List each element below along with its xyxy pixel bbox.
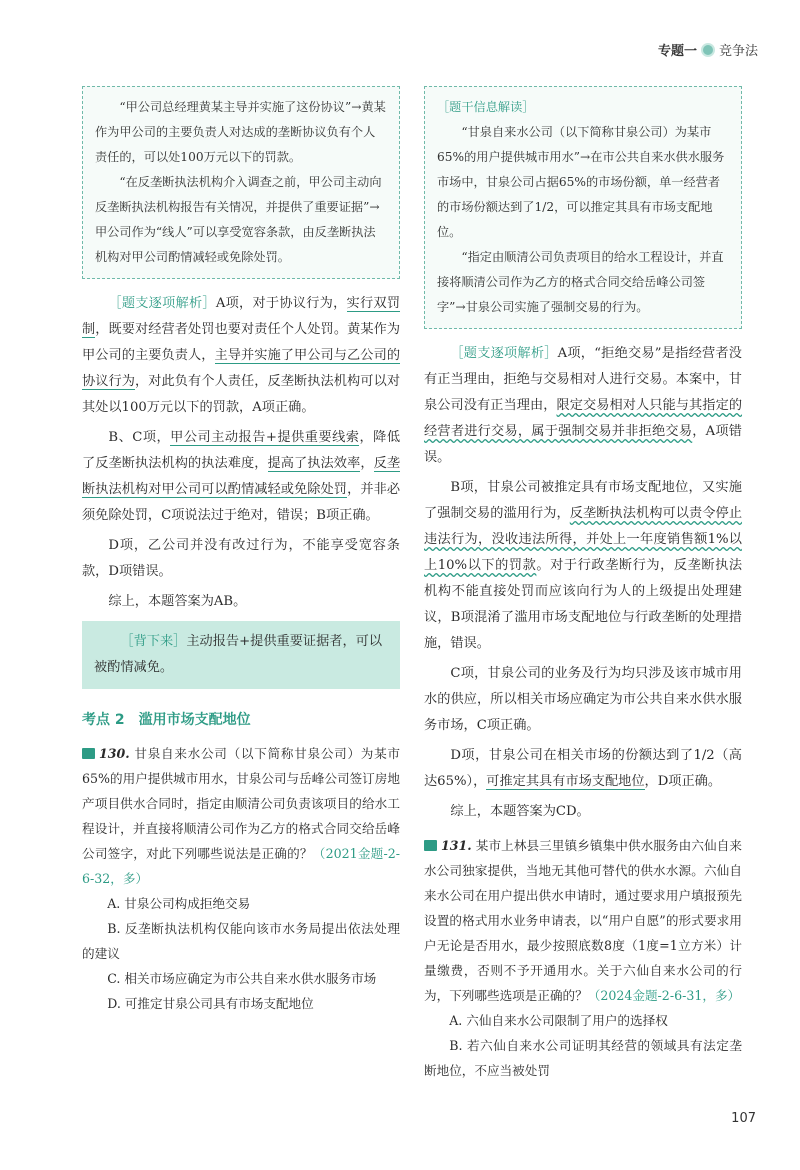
text: 主动报告+提供重要证据者，可以被酌情减免。 [94, 634, 383, 675]
wavy-underlined-text: 反垄断执法机构可以责令停止违法行为，没收违法所得，并处上一年度销售额1%以上10%以下的罚款 [424, 506, 743, 573]
question-source: （2024金题-2-6-31，多） [587, 988, 741, 1003]
analysis-c: C项，甘泉公司的业务及行为均只涉及该市城市用水的供应，所以相关市场应确定为市公共自来水供水服务市场，C项正确。 [424, 666, 742, 733]
question-icon [424, 840, 437, 851]
text: ，降低了反垄断执法机构的执法难度， [82, 430, 401, 471]
question-source: （2021金题-2-6-32，多） [82, 846, 401, 886]
question-130 [82, 741, 400, 891]
memo-box [82, 621, 400, 689]
analysis-bc [82, 425, 400, 529]
interpretation-box-right [424, 86, 742, 329]
question-number: 130. [99, 746, 130, 761]
underlined-text: 反垄断执法机构对甲公司可以酌情减轻或免除处罚 [82, 456, 401, 497]
memo-text [94, 629, 388, 681]
circle-icon [701, 43, 715, 57]
wavy-underlined-text: 限定交易相对人只能与其指定的经营者进行交易，属于强制交易并非拒绝交易 [424, 398, 743, 439]
text: ，既要对经营者处罚也要对责任个人处罚。黄某作为甲公司的主要负责人， [82, 322, 401, 363]
right-column [424, 86, 742, 1083]
option-d: D. 可推定甘泉公司具有市场支配地位 [107, 996, 314, 1011]
text: ，D项正确。 [644, 774, 722, 789]
underlined-text: 甲公司主动报告+提供重要线索 [170, 430, 360, 445]
underlined-text: 实行双罚制 [82, 296, 401, 337]
box-paragraph: “指定由顺清公司负责项目的给水工程设计，并直接将顺清公司作为乙方的格式合同交给岳峰公司签字”→甘泉公司实施了强制交易的行为。 [437, 250, 724, 314]
option-a: A. 甘泉公司构成拒绝交易 [107, 896, 251, 911]
text: A项，“拒绝交易”是指经营者没有正当理由，拒绝与交易相对人进行交易。本案中，甘泉公司没有正当理由， [424, 346, 742, 413]
option-b: B. 反垄断执法机构仅能向该市水务局提出依法处理的建议 [82, 921, 400, 961]
text: D项，甘泉公司在相关市场的份额达到了1/2（高达65%）， [424, 748, 742, 789]
text: 。对于行政垄断行为，反垄断执法机构不能直接处罚而应该向行为人的上级提出处理建议，B项混淆了滥用市场支配地位与行政垄断的处理措施，错误。 [424, 558, 743, 651]
memo-tag: ［背下来］ [120, 634, 187, 649]
text: ，对此负有个人责任，反垄断执法机构可以对其处以100万元以下的罚款，A项正确。 [82, 374, 401, 415]
text: ，并非必须免除处罚，C项说法过于绝对，错误；B项正确。 [82, 482, 401, 523]
left-column [82, 86, 400, 1016]
answer-summary: 综上，本题答案为AB。 [108, 594, 247, 609]
question-131 [424, 833, 742, 1008]
text: ，A项错误。 [424, 424, 742, 465]
text: B、C项， [108, 430, 171, 445]
box-paragraph: “在反垄断执法机构介入调查之前，甲公司主动向反垄断执法机构报告有关情况，并提供了重要证据”→甲公司作为“线人”可以享受宽容条款，由反垄断执法机构对甲公司酌情减轻或免除处罚。 [95, 175, 382, 264]
analysis-a [424, 341, 742, 471]
box-tag: ［题干信息解读］ [437, 100, 535, 114]
box-paragraph: “甘泉自来水公司（以下简称甘泉公司）为某市65%的用户提供城市用水”→在市公共自来水供水服务市场中，甘泉公司占据65%的市场份额，单一经营者的市场份额达到了1/2，可以推定其具有市场支配地位。 [437, 125, 725, 239]
underlined-text: 可推定其具有市场支配地位 [486, 774, 645, 789]
analysis-b [424, 475, 742, 657]
question-icon [82, 748, 95, 759]
analysis-d [424, 743, 742, 795]
page-header [658, 40, 758, 59]
section-title: 考点 2 滥用市场支配地位 [82, 712, 251, 728]
analysis-d: D项，乙公司并没有改过行为，不能享受宽容条款，D项错误。 [82, 538, 400, 579]
text: B项，甘泉公司被推定具有市场支配地位，又实施了强制交易的滥用行为， [424, 480, 742, 521]
answer-summary: 综上，本题答案为CD。 [450, 804, 590, 819]
underlined-text: 主导并实施了甲公司与乙公司的协议行为 [82, 348, 401, 389]
question-stem: 某市上林县三里镇乡镇集中供水服务由六仙自来水公司独家提供，当地无其他可替代的供水水源。六仙自来水公司在用户提出供水申请时，通过要求用户填报预先设置的格式用水业务申请表，以“用户自愿”的形式要求用户无论是否用水，最少按照底数8度（1度=1立方米）计量缴费，否则不予开通用水。关于六仙自来水公司的行为，下列哪些选项是正确的？ [424, 838, 742, 1003]
analysis-tag: ［题支逐项解析］ [108, 296, 216, 311]
text: ， [360, 456, 374, 471]
option-b: B. 若六仙自来水公司证明其经营的领域具有法定垄断地位，不应当被处罚 [424, 1038, 742, 1078]
option-a: A. 六仙自来水公司限制了用户的选择权 [449, 1013, 668, 1028]
option-c: C. 相关市场应确定为市公共自来水供水服务市场 [107, 971, 377, 986]
underlined-text: 提高了执法效率 [267, 456, 361, 471]
header-topic: 专题一 [657, 44, 697, 59]
question-number: 131. [441, 838, 472, 853]
box-paragraph: “甲公司总经理黄某主导并实施了这份协议”→黄某作为甲公司的主要负责人对达成的垄断协议负有个人责任的，可以处100万元以下的罚款。 [95, 100, 386, 164]
header-subject: 竞争法 [718, 44, 758, 59]
analysis-a [82, 291, 400, 421]
interpretation-box-left [82, 86, 400, 279]
page-number: 107 [731, 1111, 756, 1126]
analysis-tag: ［题支逐项解析］ [450, 346, 558, 361]
text: A项，对于协议行为， [215, 296, 347, 311]
question-stem: 甘泉自来水公司（以下简称甘泉公司）为某市65%的用户提供城市用水，甘泉公司与岳峰公司签订房地产项目供水合同时，指定由顺清公司负责该项目的给水工程设计，并直接将顺清公司作为乙方的格式合同交给岳峰公司签字，对此下列哪些说法是正确的？ [82, 746, 400, 861]
